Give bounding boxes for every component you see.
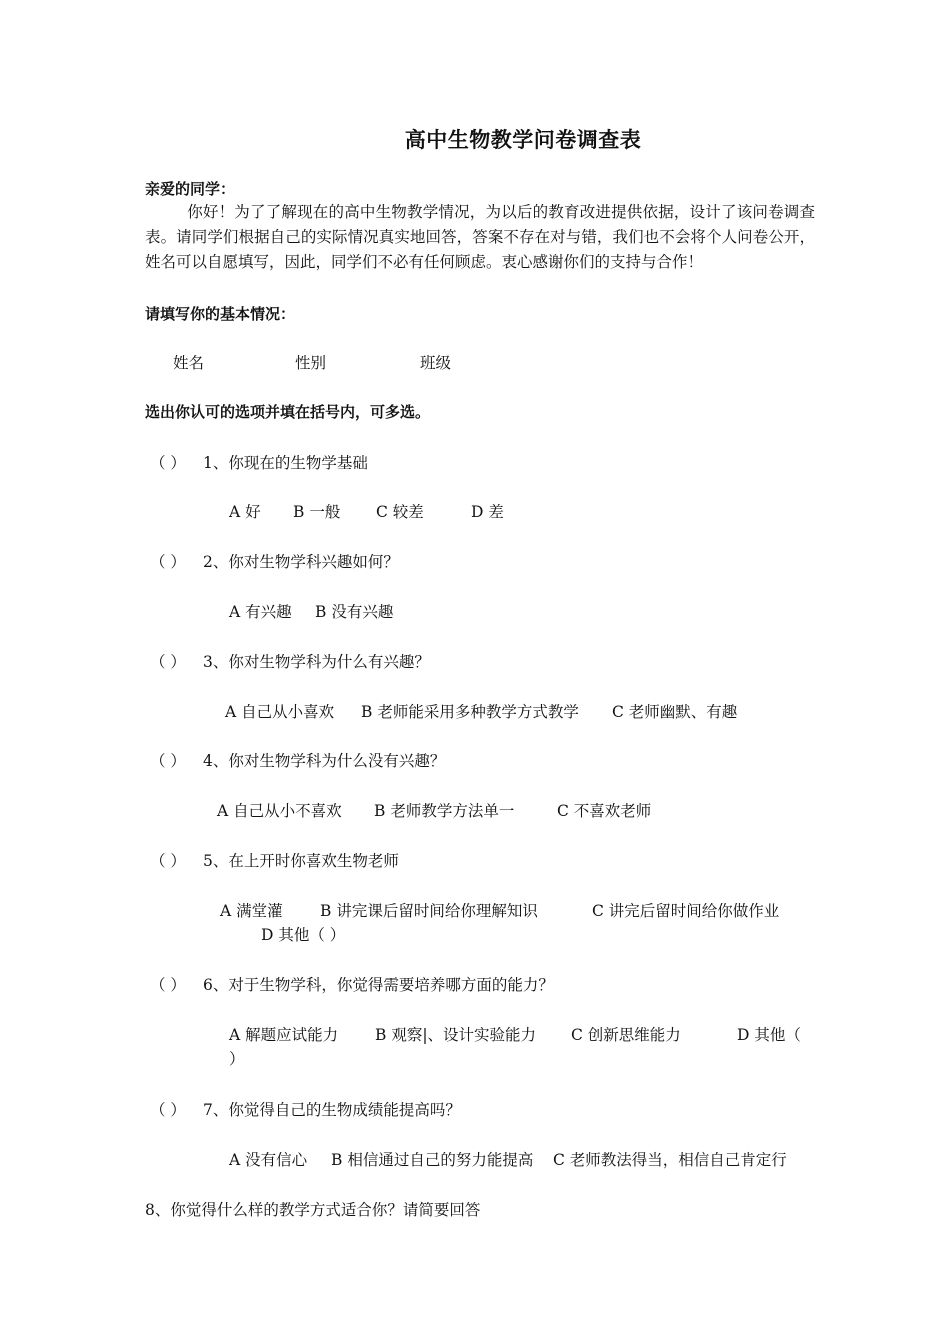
answer-bracket-3: （ ） — [150, 653, 186, 671]
q1-option-d: D 差 — [471, 503, 504, 521]
q6-option-a: A 解题应试能力 — [229, 1026, 339, 1044]
q2-option-b: B 没有兴趣 — [315, 603, 394, 621]
q1-option-a: A 好 — [229, 503, 261, 521]
question-6: 6、对于生物学科，你觉得需要培养哪方面的能力？ — [203, 976, 554, 994]
greeting: 亲爱的同学： — [145, 180, 236, 198]
class-field-label: 班级 — [420, 354, 452, 372]
q5-option-b: B 讲完课后留时间给你理解知识 — [320, 902, 538, 920]
q4-option-a: A 自己从小不喜欢 — [217, 802, 342, 820]
answer-bracket-6: （ ） — [150, 976, 186, 994]
question-3: 3、你对生物学科为什么有兴趣？ — [203, 653, 430, 671]
page-title: 高中生物教学问卷调查表 — [404, 127, 642, 152]
q3-option-a: A 自己从小喜欢 — [225, 703, 335, 721]
gender-field-label: 性别 — [295, 354, 327, 372]
q7-option-a: A 没有信心 — [229, 1151, 308, 1169]
q4-option-c: C 不喜欢老师 — [557, 802, 652, 820]
q3-option-c: C 老师幽默、有趣 — [612, 703, 738, 721]
q6-option-c: C 创新思维能力 — [571, 1026, 681, 1044]
answer-bracket-5: （ ） — [150, 852, 186, 870]
question-8: 8、你觉得什么样的教学方式适合你？请简要回答 — [145, 1201, 481, 1219]
name-field-label: 姓名 — [173, 354, 205, 372]
basic-info-heading: 请填写你的基本情况： — [145, 305, 296, 323]
q4-option-b: B 老师教学方法单一 — [374, 802, 515, 820]
q5-option-d: D 其他（ ） — [261, 926, 346, 944]
question-2: 2、你对生物学科兴趣如何？ — [203, 553, 399, 571]
q3-option-b: B 老师能采用多种教学方式教学 — [361, 703, 579, 721]
q2-option-a: A 有兴趣 — [229, 603, 292, 621]
answer-bracket-2: （ ） — [150, 553, 186, 571]
answer-bracket-1: （ ） — [150, 454, 186, 472]
q6-option-b: B 观察|、设计实验能力 — [375, 1026, 537, 1044]
answer-bracket-4: （ ） — [150, 752, 186, 770]
intro-paragraph — [145, 200, 815, 275]
question-4: 4、你对生物学科为什么没有兴趣？ — [203, 752, 446, 770]
question-5: 5、在上开时你喜欢生物老师 — [203, 852, 399, 870]
q5-option-c: C 讲完后留时间给你做作业 — [592, 902, 780, 920]
q7-option-c: C 老师教法得当，相信自己肯定行 — [553, 1151, 787, 1169]
q5-option-a: A 满堂灌 — [220, 902, 283, 920]
intro-text: 你好！为了了解现在的高中生物教学情况，为以后的教育改进提供依据，设计了该问卷调查表。请同学们根据自己的实际情况真实地回答，答案不存在对与错，我们也不会将个人问卷公开，姓名可以自愿填写，因此，同学们不必有任何顾虑。衷心感谢你们的支持与合作！ — [145, 203, 815, 271]
q6-option-d-close: ） — [229, 1050, 245, 1068]
question-7: 7、你觉得自己的生物成绩能提高吗？ — [203, 1101, 461, 1119]
instructions: 选出你认可的选项并填在括号内，可多选。 — [145, 403, 431, 421]
q7-option-b: B 相信通过自己的努力能提高 — [331, 1151, 534, 1169]
question-1: 1、你现在的生物学基础 — [203, 454, 368, 472]
q6-option-d: D 其他（ — [737, 1026, 801, 1044]
answer-bracket-7: （ ） — [150, 1101, 186, 1119]
q1-option-b: B 一般 — [293, 503, 341, 521]
q1-option-c: C 较差 — [376, 503, 424, 521]
